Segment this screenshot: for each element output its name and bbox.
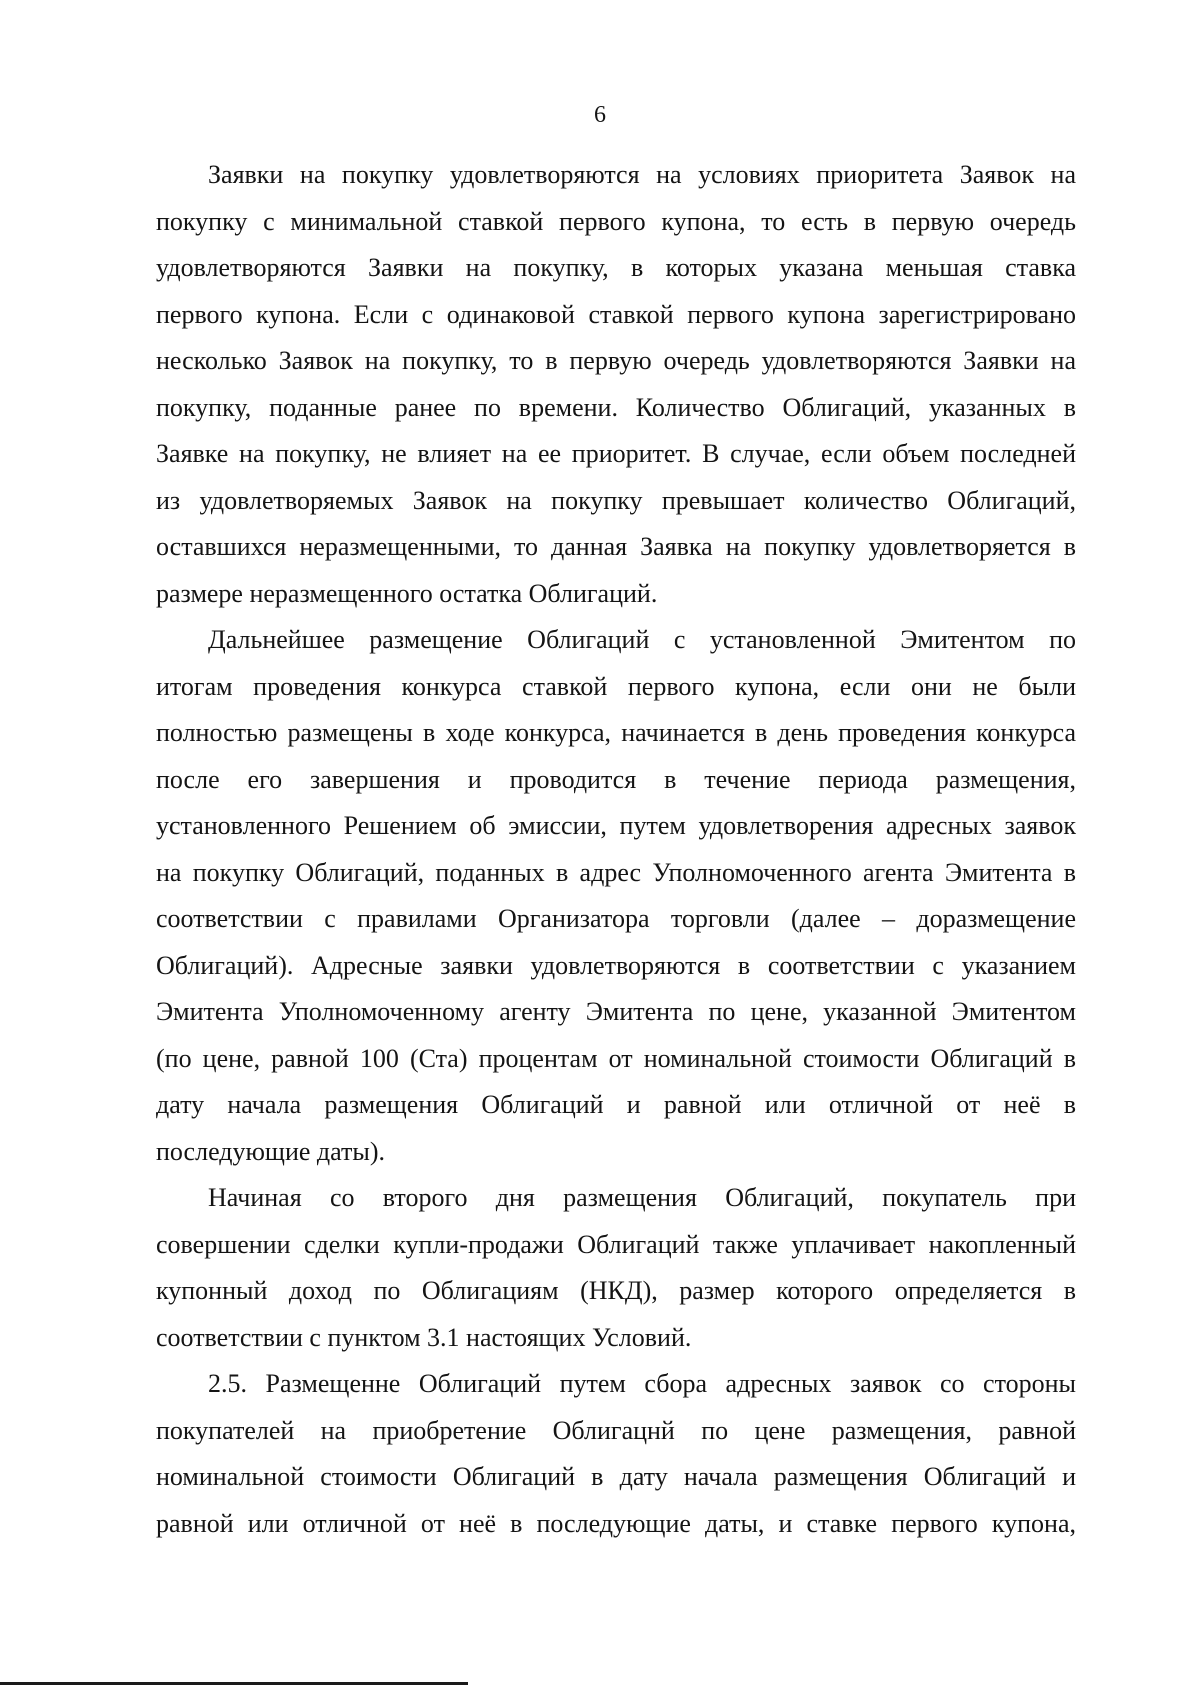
text-line: размере неразмещенного остатка Облигаций. — [156, 578, 658, 608]
text-line: соответствии с правилами Организатора торговли (далее – доразмещение — [156, 904, 1076, 933]
text-line: полностью размещены в ходе конкурса, начинается в день проведения конкурса — [156, 718, 1076, 747]
text-line: Облигаций). Адресные заявки удовлетворяются в соответствии с указанием — [156, 950, 1076, 980]
document-body — [156, 152, 1076, 1547]
text-line: Дальнейшее размещение Облигаций с установленной Эмитентом по — [208, 625, 1076, 654]
text-line: соответствии с пунктом 3.1 настоящих Условий. — [156, 1322, 692, 1352]
text-line: покупку с минимальной ставкой первого купона, то есть в первую очередь — [156, 206, 1076, 236]
text-line: равной или отличной от неё в последующие даты, и ставке первого купона, — [156, 1508, 1076, 1538]
text-line: после его завершения и проводится в течение периода размещения, — [156, 764, 1076, 794]
text-line: купонный доход по Облигациям (НКД), размер которого определяется в — [156, 1276, 1076, 1305]
text-line: удовлетворяются Заявки на покупку, в которых указана меньшая ставка — [156, 253, 1076, 282]
text-line: оставшихся неразмещенными, то данная Заявка на покупку удовлетворяется в — [156, 532, 1076, 561]
footnote-divider — [0, 1682, 468, 1685]
paragraph-accrued-coupon — [156, 1175, 1076, 1361]
text-line: Заявке на покупку, не влияет на ее приоритет. В случае, если объем последней — [156, 439, 1076, 468]
text-line: из удовлетворяемых Заявок на покупку превышает количество Облигаций, — [156, 485, 1076, 515]
text-line: первого купона. Если с одинаковой ставкой первого купона зарегистрировано — [156, 299, 1076, 329]
paragraph-further-placement — [156, 617, 1076, 1175]
text-line: Заявки на покупку удовлетворяются на условиях приоритета Заявок на — [208, 160, 1076, 189]
paragraph-bid-priority — [156, 152, 1076, 617]
text-line: номинальной стоимости Облигаций в дату начала размещения Облигаций и — [156, 1462, 1076, 1491]
text-line: (по цене, равной 100 (Ста) процентам от номинальной стоимости Облигаций в — [156, 1043, 1076, 1073]
text-line: дату начала размещения Облигаций и равной или отличной от неё в — [156, 1090, 1076, 1119]
text-line: итогам проведения конкурса ставкой первого купона, если они не были — [156, 671, 1076, 701]
text-line: 2.5. Размещенне Облигаций путем сбора адресных заявок со стороны — [208, 1369, 1076, 1398]
text-line: на покупку Облигаций, поданных в адрес Уполномоченного агента Эмитента в — [156, 857, 1076, 887]
text-line: последующие даты). — [156, 1136, 385, 1166]
text-line: покупку, поданные ранее по времени. Количество Облигаций, указанных в — [156, 392, 1076, 422]
text-line: Начиная со второго дня размещения Облигаций, покупатель при — [208, 1183, 1076, 1212]
text-line: покупателей на приобретение Облигацнй по цене размещения, равной — [156, 1415, 1076, 1445]
page-number: 6 — [594, 102, 606, 128]
text-line: совершении сделки купли-продажи Облигаций также уплачивает накопленный — [156, 1229, 1076, 1259]
text-line: Эмитента Уполномоченному агенту Эмитента по цене, указанной Эмитентом — [156, 997, 1076, 1026]
text-line: установленного Решением об эмиссии, путем удовлетворения адресных заявок — [156, 811, 1076, 840]
text-line: несколько Заявок на покупку, то в первую очередь удовлетворяются Заявки на — [156, 346, 1076, 375]
paragraph-section-2-5 — [156, 1361, 1076, 1547]
